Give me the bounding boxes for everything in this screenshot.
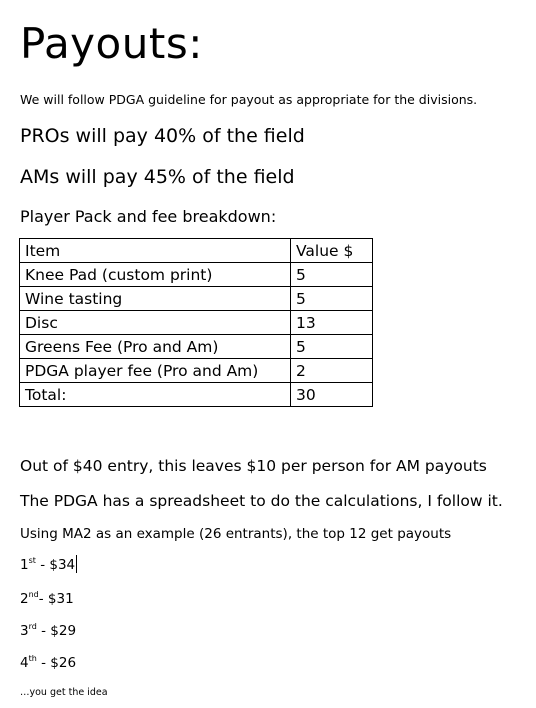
example-line: Using MA2 as an example (26 entrants), the top 12 get payouts bbox=[20, 526, 452, 542]
value-cell: 5 bbox=[291, 287, 373, 311]
table-row bbox=[20, 359, 373, 383]
payout-line-1st bbox=[20, 555, 77, 577]
payout-line-3rd bbox=[20, 621, 76, 643]
place-suffix: th bbox=[28, 654, 37, 663]
item-cell: Wine tasting bbox=[20, 287, 291, 311]
place-suffix: st bbox=[28, 556, 36, 565]
header-item: Item bbox=[20, 239, 291, 263]
item-cell: Greens Fee (Pro and Am) bbox=[20, 335, 291, 359]
spreadsheet-line: The PDGA has a spreadsheet to do the calculations, I follow it. bbox=[20, 492, 503, 510]
payout-amount: - $31 bbox=[38, 591, 74, 607]
table-total-row bbox=[20, 383, 373, 407]
place-number: 3 bbox=[20, 623, 29, 639]
payout-amount: - $26 bbox=[36, 655, 77, 671]
table-row bbox=[20, 263, 373, 287]
player-pack-heading: Player Pack and fee breakdown: bbox=[20, 207, 277, 226]
place-number: 1 bbox=[20, 557, 29, 573]
ams-payout-line: AMs will pay 45% of the field bbox=[20, 166, 295, 188]
page-title: Payouts: bbox=[20, 19, 203, 68]
payout-line-4th bbox=[20, 653, 76, 675]
pros-payout-line: PROs will pay 40% of the field bbox=[20, 125, 305, 147]
intro-text: We will follow PDGA guideline for payout as appropriate for the divisions. bbox=[20, 92, 478, 107]
value-cell: 5 bbox=[291, 335, 373, 359]
header-value: Value $ bbox=[291, 239, 373, 263]
place-suffix: nd bbox=[28, 590, 39, 599]
place-number: 4 bbox=[20, 655, 29, 671]
item-cell: Disc bbox=[20, 311, 291, 335]
fee-breakdown-table bbox=[19, 238, 373, 407]
value-cell: 5 bbox=[291, 263, 373, 287]
payout-line-2nd bbox=[20, 589, 74, 611]
place-suffix: rd bbox=[28, 622, 37, 631]
value-cell: 2 bbox=[291, 359, 373, 383]
footer-note: …you get the idea bbox=[20, 687, 108, 698]
item-cell: PDGA player fee (Pro and Am) bbox=[20, 359, 291, 383]
payout-amount: - $29 bbox=[36, 623, 77, 639]
table-header-row bbox=[20, 239, 373, 263]
total-label-cell: Total: bbox=[20, 383, 291, 407]
text-cursor bbox=[76, 555, 77, 573]
place-number: 2 bbox=[20, 591, 29, 607]
total-value-cell: 30 bbox=[291, 383, 373, 407]
table-row bbox=[20, 335, 373, 359]
table-row bbox=[20, 311, 373, 335]
value-cell: 13 bbox=[291, 311, 373, 335]
entry-fee-line: Out of $40 entry, this leaves $10 per person for AM payouts bbox=[20, 457, 487, 475]
item-cell: Knee Pad (custom print) bbox=[20, 263, 291, 287]
table-row bbox=[20, 287, 373, 311]
payout-amount: - $34 bbox=[35, 557, 76, 573]
